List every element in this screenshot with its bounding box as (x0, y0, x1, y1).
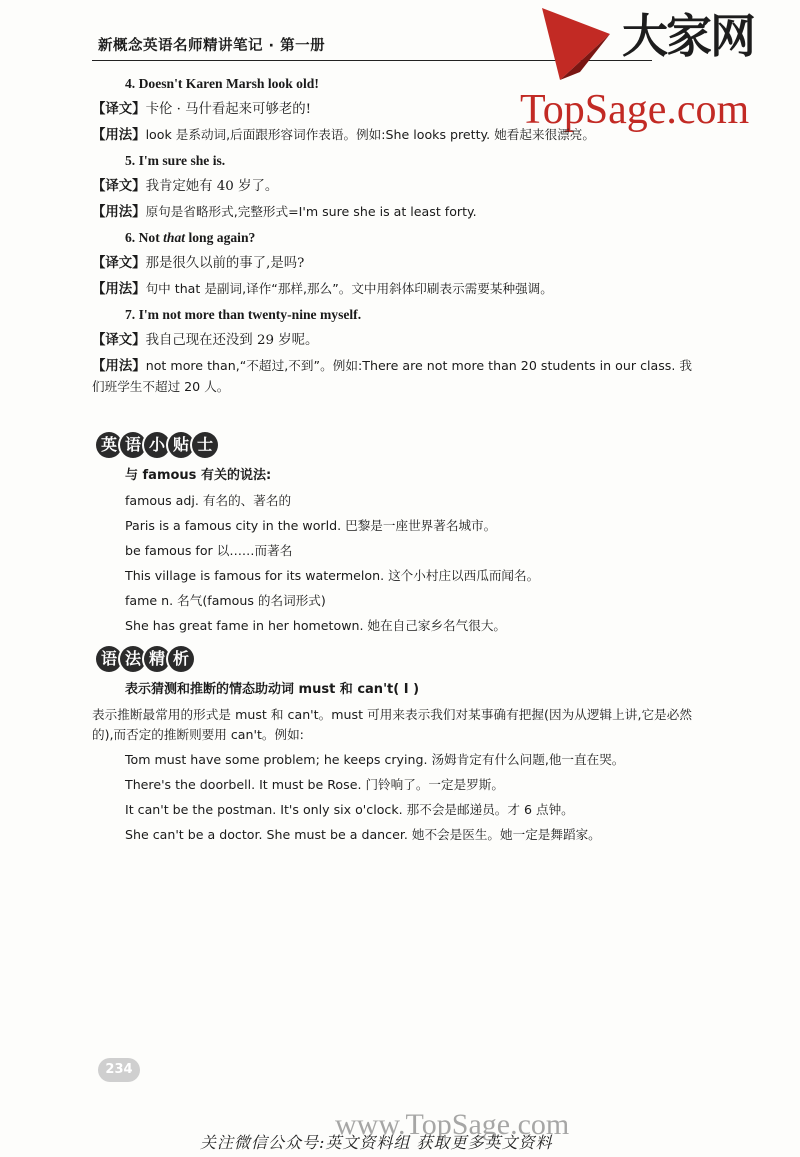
note-heading: 6. Not that long again? (125, 230, 256, 245)
note-translation: 【译文】我自己现在还没到 29 岁呢。 (92, 332, 319, 348)
note-6 (92, 228, 725, 300)
emphasis-word: that (163, 230, 186, 245)
note-heading: 5. I'm sure she is. (125, 153, 226, 168)
tip-line: Paris is a famous city in the world. 巴黎是一座世界著名城市。 (125, 518, 497, 533)
grammar-example: Tom must have some problem; he keeps crying. 汤姆肯定有什么问题,他一直在哭。 (125, 752, 625, 767)
grammar-example: She can't be a doctor. She must be a dancer. 她不会是医生。她一定是舞蹈家。 (125, 827, 601, 842)
tip-line: She has great fame in her hometown. 她在自己家乡名气很大。 (125, 618, 507, 633)
grammar-subtitle: 表示猜测和推断的情态助动词 must 和 can't( Ⅰ ) (125, 682, 420, 697)
tips-section (125, 466, 725, 641)
book-title: 新概念英语名师精讲笔记 · 第一册 (98, 38, 326, 54)
note-translation: 【译文】我肯定她有 40 岁了。 (92, 178, 279, 194)
tip-line: be famous for 以……而著名 (125, 543, 293, 558)
tips-subtitle: 与 famous 有关的说法: (125, 468, 272, 483)
note-heading: 7. I'm not more than twenty-nine myself. (125, 307, 362, 322)
logo-english: TopSage.com (520, 87, 750, 133)
grammar-example: There's the doorbell. It must be Rose. 门铃响了。一定是罗斯。 (125, 777, 504, 792)
note-7 (92, 305, 725, 398)
note-usage: 【用法】原句是省略形式,完整形式=I'm sure she is at least forty. (92, 204, 477, 220)
note-translation: 【译文】卡伦 · 马什看起来可够老的! (92, 101, 312, 117)
footer-watermark: www.TopSage.com (335, 1108, 570, 1141)
grammar-example: It can't be the postman. It's only six o'clock. 那不会是邮递员。才 6 点钟。 (125, 802, 574, 817)
page-number: 234 (98, 1058, 140, 1082)
note-4 (92, 74, 725, 146)
grammar-badge: 语 法 精 析 (96, 646, 192, 672)
grammar-intro: 表示推断最常用的形式是 must 和 can't。must 可用来表示我们对某事确有把握(因为从逻辑上讲,它是必然的),而否定的推断则要用 can't。例如: (92, 707, 692, 742)
grammar-section (92, 680, 725, 850)
logo-chinese: 大家网 (622, 9, 754, 63)
page-footer (200, 1108, 660, 1152)
footer-note: 关注微信公众号:英文资料组 获取更多英文资料 (200, 1133, 553, 1152)
note-translation: 【译文】那是很久以前的事了,是吗? (92, 255, 305, 271)
note-usage: 【用法】not more than,“不超过,不到”。例如:There are not more than 20 students in our class. 我们班学生不超过 20 人。 (92, 358, 692, 394)
note-usage: 【用法】look 是系动词,后面跟形容词作表语。例如:She looks pretty. 她看起来很漂亮。 (92, 127, 595, 143)
note-usage: 【用法】句中 that 是副词,译作“那样,那么”。文中用斜体印刷表示需要某种强调。 (92, 281, 553, 297)
tip-line: fame n. 名气(famous 的名词形式) (125, 593, 326, 608)
tip-line: This village is famous for its watermelon. 这个小村庄以西瓜而闻名。 (125, 568, 540, 583)
page-content (92, 74, 725, 403)
note-heading: 4. Doesn't Karen Marsh look old! (125, 76, 319, 91)
english-tips-badge: 英 语 小 贴 士 (96, 432, 216, 458)
logo-triangle-icon (540, 6, 620, 84)
tip-line: famous adj. 有名的、著名的 (125, 493, 292, 508)
note-5 (92, 151, 725, 223)
